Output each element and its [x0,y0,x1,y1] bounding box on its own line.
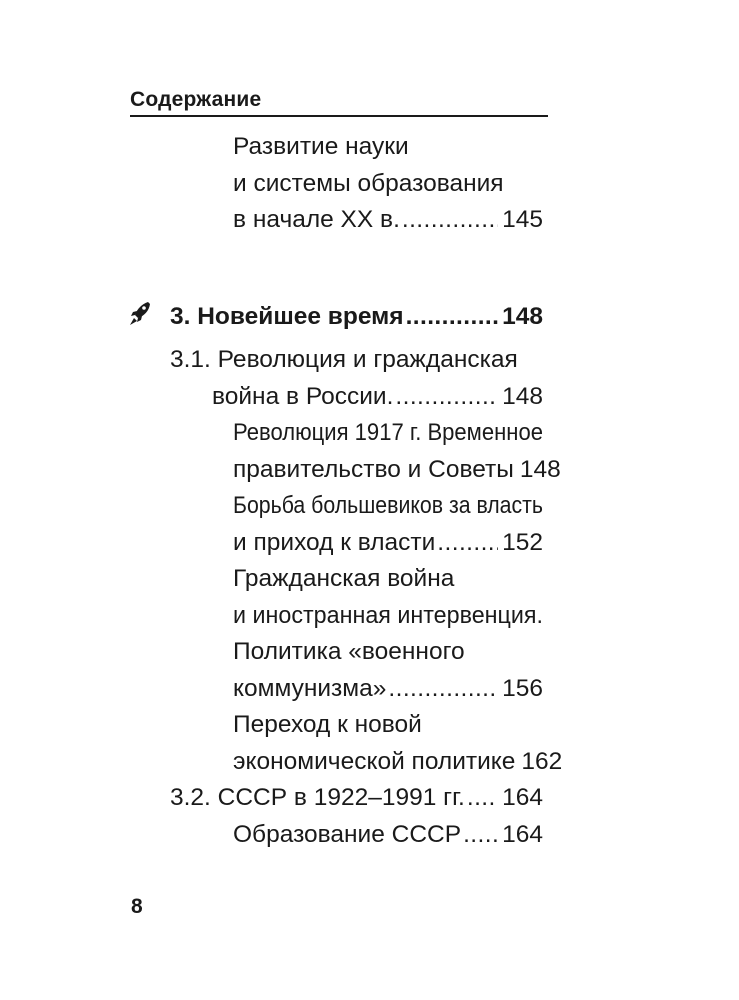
toc-line [233,488,543,524]
toc-page-number: 148 [502,383,543,410]
toc-entry-title: правительство и Советы [233,456,514,483]
toc-entry-title: коммунизма» [233,675,387,702]
toc-entry[interactable] [233,817,543,853]
page-number: 8 [131,895,143,918]
toc-line [233,561,454,597]
toc-entry[interactable] [170,780,543,816]
toc-text: 3.1. Революция и гражданская [170,346,518,373]
toc-page-number: 164 [502,821,543,848]
dot-leader [467,780,498,816]
toc-entry-title: Образование СССР [233,821,462,848]
toc-entry-title: и приход к власти [233,529,436,556]
toc-page-number: 156 [502,675,543,702]
toc-entry[interactable] [233,452,561,488]
dot-leader [388,671,498,707]
toc-entry[interactable] [233,744,563,780]
dot-leader [463,817,498,853]
toc-text: Борьба большевиков за власть [233,492,543,519]
toc-entry[interactable] [233,202,543,238]
toc-page-number: 162 [521,748,563,775]
dot-leader [406,299,499,335]
toc-text: и иностранная интервенция. [233,602,543,629]
toc-page-number: 152 [502,529,543,556]
toc-page-number: 164 [502,784,543,811]
dot-leader [402,202,498,238]
toc-line [233,166,504,202]
toc-entry-title: 3.2. СССР в 1922–1991 гг. [170,784,465,811]
toc-entry-title: в начале XX в. [233,206,400,233]
toc-line [170,342,518,378]
toc-page-number: 145 [502,206,543,233]
toc-line [233,129,409,165]
toc-text: Революция 1917 г. Временное [233,419,543,446]
toc-entry[interactable] [212,379,543,415]
toc-section-entry[interactable] [170,299,543,335]
toc-text: Переход к новой [233,711,422,738]
dot-leader [437,525,498,561]
toc-entry[interactable] [233,671,543,707]
toc-entry[interactable] [233,525,543,561]
toc-text: Политика «военного [233,638,465,665]
toc-text: Развитие науки [233,133,409,160]
toc-line [233,707,422,743]
toc-page-number: 148 [502,303,543,330]
toc-line [233,598,543,634]
toc-entry-title: 3. Новейшее время [170,303,404,330]
toc-page-number: 148 [519,456,561,483]
toc-line [233,415,543,451]
toc-text: Гражданская война [233,565,455,592]
toc-line [233,634,465,670]
toc-entry-title: война в России. [212,383,394,410]
toc-text: и системы образования [233,170,504,197]
dot-leader [395,379,498,415]
running-head: Содержание [130,88,548,117]
toc-entry-title: экономической политике [233,748,516,775]
